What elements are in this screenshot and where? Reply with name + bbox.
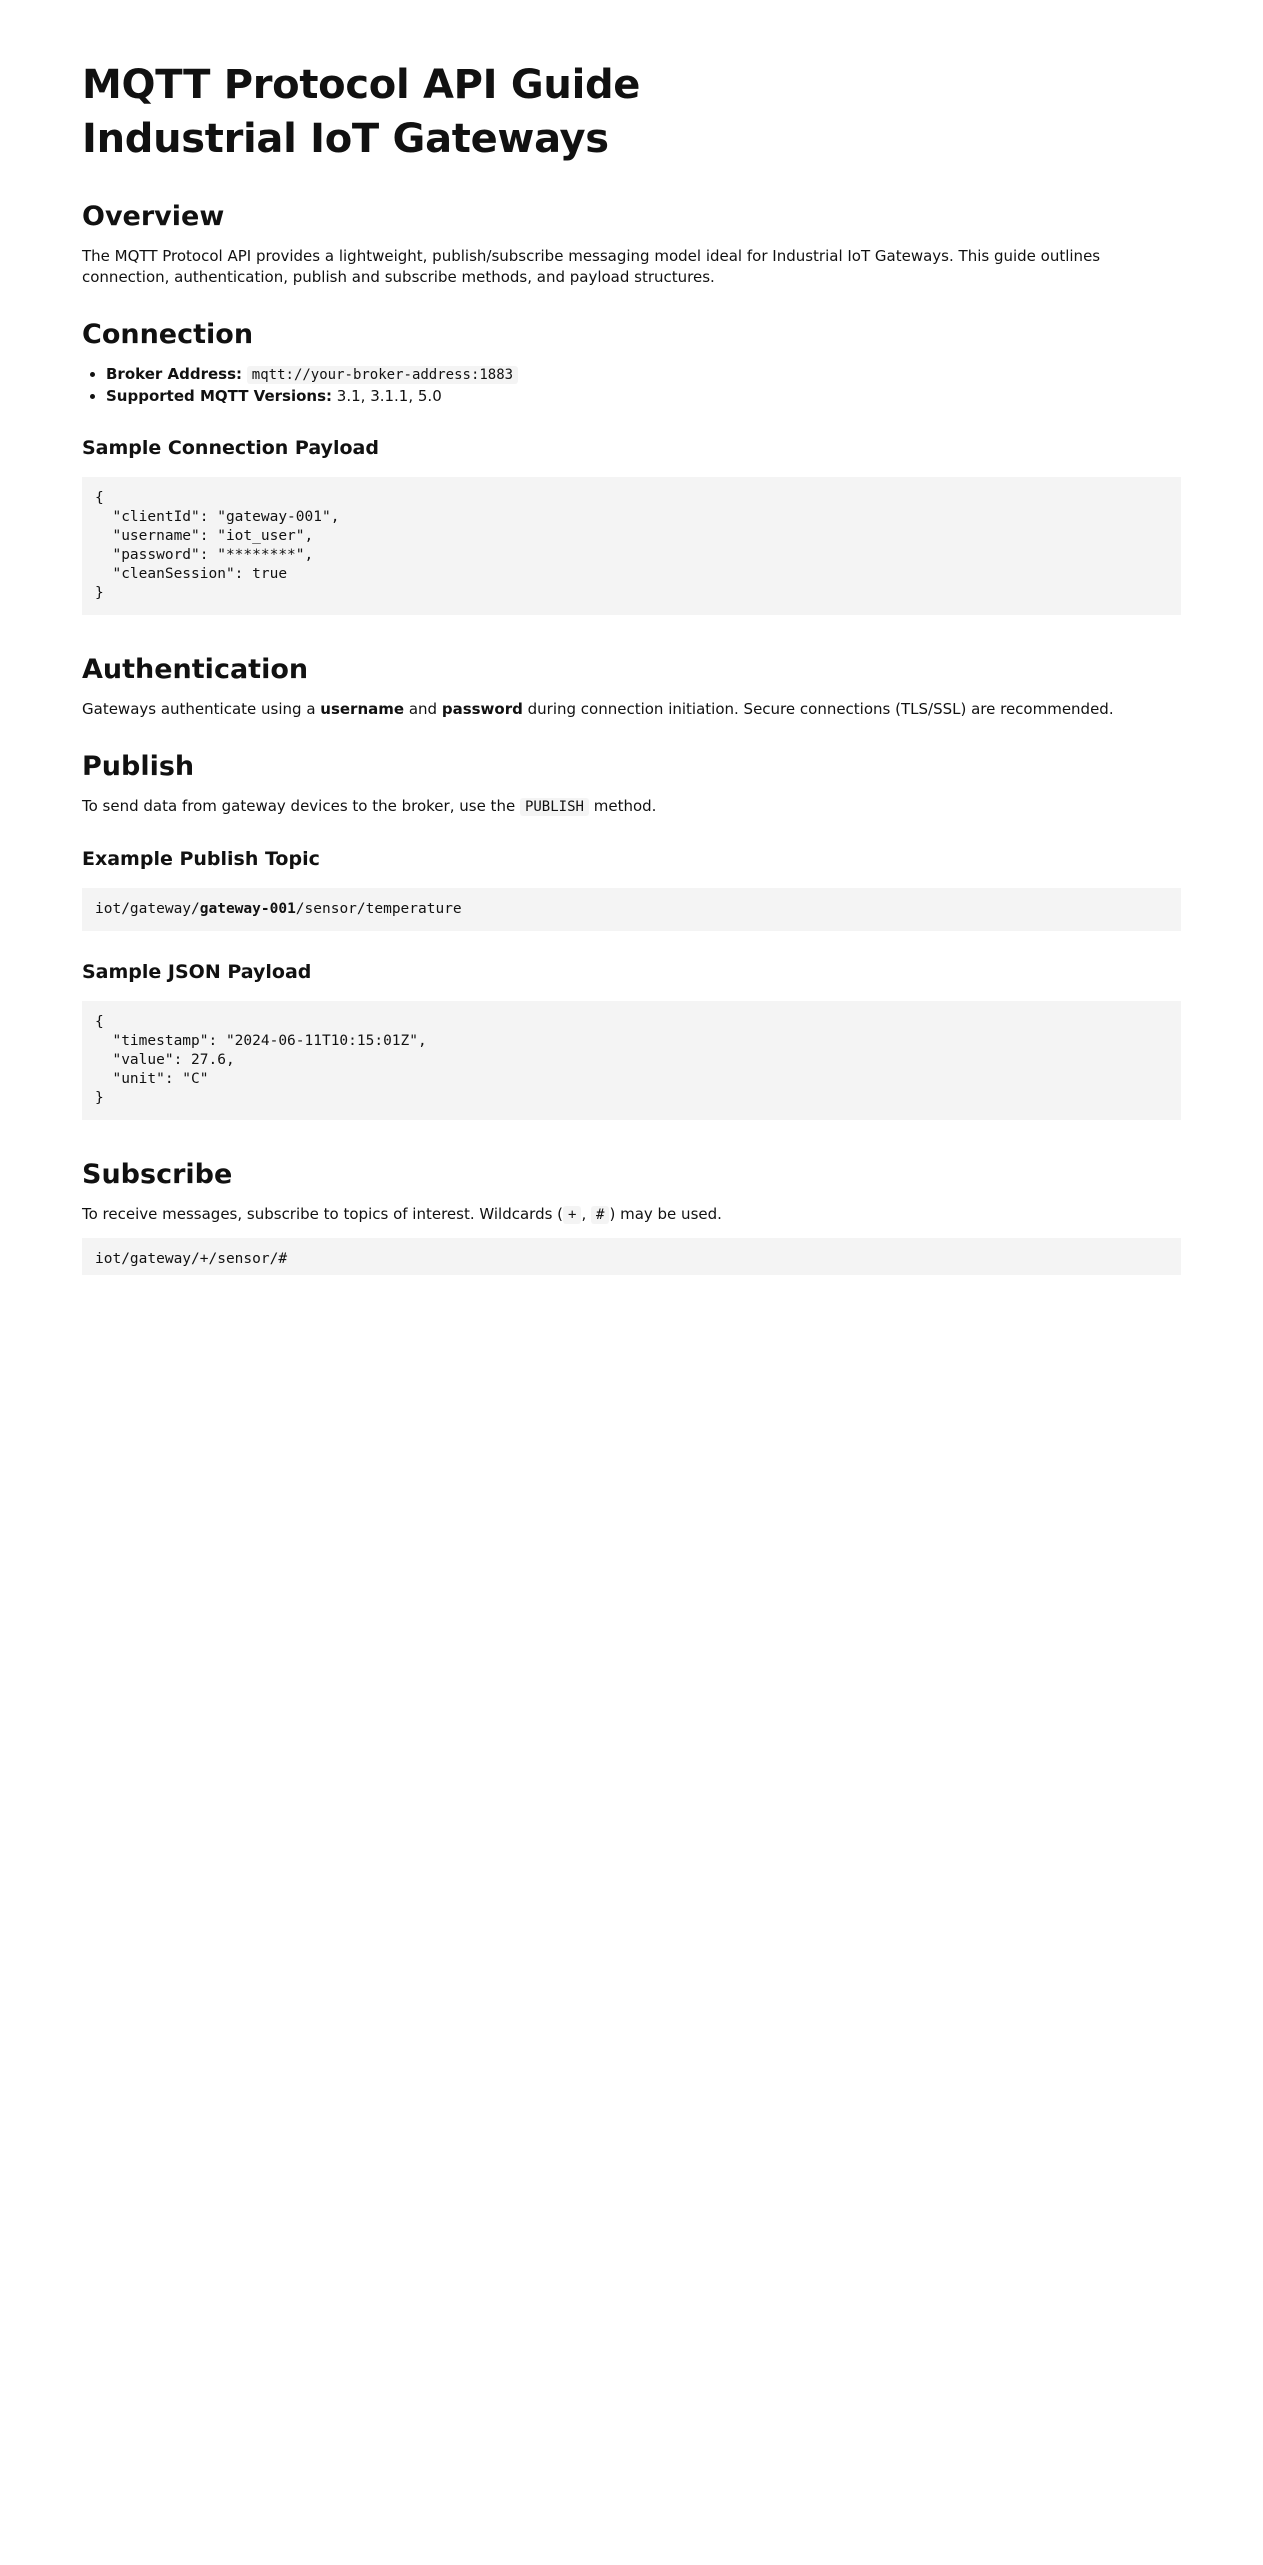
- mqtt-versions-value: 3.1, 3.1.1, 5.0: [336, 387, 442, 405]
- sample-json-payload-heading: Sample JSON Payload: [82, 961, 312, 983]
- sample-connection-payload-heading: Sample Connection Payload: [82, 437, 379, 459]
- broker-address-item: [106, 364, 1181, 386]
- document-page: [0, 0, 1263, 1275]
- publish-topic-heading: Example Publish Topic: [82, 848, 320, 870]
- overview-section: [82, 200, 1181, 288]
- publish-text: To send data from gateway devices to the broker, use the PUBLISH method.: [82, 797, 657, 815]
- broker-address-label: Broker Address:: [106, 365, 243, 383]
- publish-heading: Publish: [82, 751, 195, 782]
- wildcard-plus: +: [563, 1206, 581, 1224]
- gateway-id: gateway-001: [199, 901, 296, 917]
- password-term: password: [441, 700, 523, 718]
- wildcard-hash: #: [591, 1206, 609, 1224]
- overview-heading: Overview: [82, 201, 225, 232]
- page-title: [82, 58, 1181, 166]
- mqtt-versions-item: [106, 386, 1181, 407]
- broker-address-value: mqtt://your-broker-address:1883: [247, 366, 518, 384]
- subscribe-section: [82, 1158, 1181, 1275]
- connection-heading: Connection: [82, 319, 254, 350]
- authentication-text: Gateways authenticate using a username and password during connection initiation. Secure connections (TLS/SSL) are recommended.: [82, 700, 1114, 718]
- subscribe-topic-code: iot/gateway/+/sensor/#: [82, 1238, 1181, 1275]
- publish-topic-code: iot/gateway/gateway-001/sensor/temperature: [82, 888, 1181, 931]
- authentication-heading: Authentication: [82, 654, 309, 685]
- overview-text: The MQTT Protocol API provides a lightweight, publish/subscribe messaging model ideal for Industrial IoT Gateways. This guide outlines connection, authentication, publish and subscribe methods, and payload structures.: [82, 247, 1101, 286]
- username-term: username: [320, 700, 405, 718]
- connection-payload-code: { "clientId": "gateway-001", "username": "iot_user", "password": "********", "cleanSession": true }: [82, 477, 1181, 615]
- subscribe-heading: Subscribe: [82, 1159, 233, 1190]
- mqtt-versions-label: Supported MQTT Versions:: [106, 387, 333, 405]
- publish-section: [82, 750, 1181, 1120]
- json-payload-code: { "timestamp": "2024-06-11T10:15:01Z", "value": 27.6, "unit": "C" }: [82, 1001, 1181, 1120]
- page-title-line-2: Industrial IoT Gateways: [82, 116, 609, 162]
- authentication-section: [82, 653, 1181, 720]
- publish-method-code: PUBLISH: [520, 798, 589, 816]
- page-title-line-1: MQTT Protocol API Guide: [82, 62, 641, 108]
- subscribe-text: To receive messages, subscribe to topics of interest. Wildcards ( + , # ) may be used.: [82, 1205, 722, 1223]
- connection-info-list: [82, 364, 1181, 407]
- connection-section: [82, 318, 1181, 615]
